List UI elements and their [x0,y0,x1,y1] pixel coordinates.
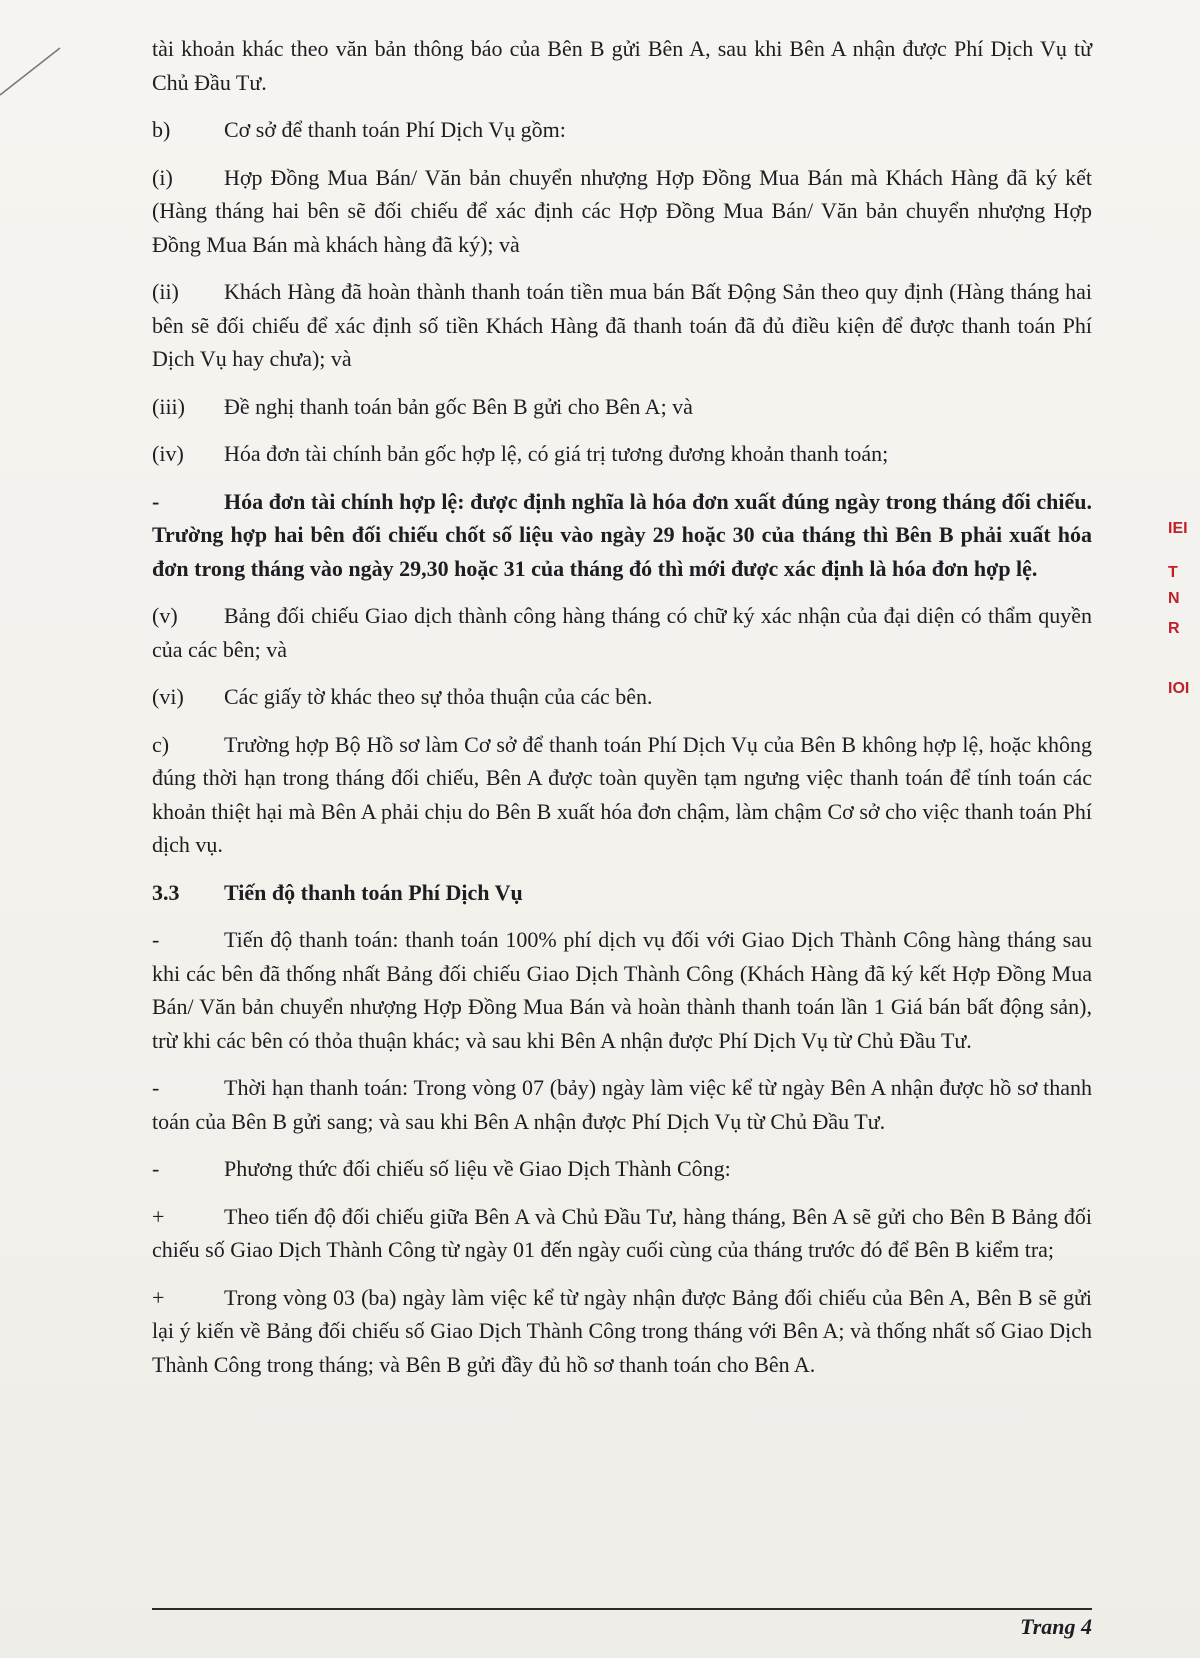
paragraph-label: + [152,1203,165,1229]
paragraph [152,390,1092,424]
stamp-fragment: IOI [1168,680,1190,697]
paragraph-text: Thời hạn thanh toán: Trong vòng 07 (bảy) ngày làm việc kể từ ngày Bên A nhận được hồ sơ thanh toán của Bên B gửi sang; và sau khi Bên A nhận được Phí Dịch Vụ từ Chủ Đầu Tư. [152,1075,1092,1134]
paragraph [152,32,1092,99]
paragraph-text: Đề nghị thanh toán bản gốc Bên B gửi cho Bên A; và [224,393,693,419]
paragraph-label: - [152,1156,160,1181]
paragraph [152,1200,1092,1267]
stamp-fragment: IEI [1168,520,1188,537]
paragraph-text: Khách Hàng đã hoàn thành thanh toán tiền mua bán Bất Động Sản theo quy định (Hàng tháng hai bên sẽ đối chiếu để xác định số tiền Khách Hàng đã thanh toán đã đủ điều kiện để được thanh toán Phí Dịch Vụ hay chưa); và [152,279,1092,371]
paragraph-text: Phương thức đối chiếu số liệu về Giao Dịch Thành Công: [224,1156,731,1181]
paragraph [152,599,1092,666]
paragraph-label: - [152,927,160,952]
paragraph-label: (i) [152,164,173,190]
footer-rule [152,1608,1092,1610]
paragraph [152,113,1092,147]
paragraph-text: Bảng đối chiếu Giao dịch thành công hàng tháng có chữ ký xác nhận của đại diện có thẩm quyền của các bên; và [152,603,1092,662]
paragraph [152,680,1092,714]
paragraph-label: (vi) [152,684,184,709]
paragraph-label: (iii) [152,393,185,419]
paragraph-label: (ii) [152,279,179,304]
section-title: Tiến độ thanh toán Phí Dịch Vụ [224,879,523,905]
section-number: 3.3 [152,879,180,905]
paragraph-text: Hợp Đồng Mua Bán/ Văn bản chuyển nhượng Hợp Đồng Mua Bán mà Khách Hàng đã ký kết (Hàng tháng hai bên sẽ đối chiếu để xác định các Hợp Đồng Mua Bán/ Văn bản chuyển nhượng Hợp Đồng Mua Bán mà khách hàng đã ký); và [152,164,1092,257]
paragraph-text: Theo tiến độ đối chiếu giữa Bên A và Chủ Đầu Tư, hàng tháng, Bên A sẽ gửi cho Bên B Bảng đối chiếu số Giao Dịch Thành Công từ ngày 01 đến ngày cuối cùng của tháng trước đó để Bên B kiểm tra; [152,1203,1092,1262]
paragraph [152,923,1092,1057]
paragraph-label: (v) [152,603,178,628]
paragraph-text: Các giấy tờ khác theo sự thỏa thuận của các bên. [224,684,653,709]
paragraph-label: b) [152,117,171,142]
stamp-fragment: T [1168,564,1178,581]
paragraph-text: Hóa đơn tài chính hợp lệ: được định nghĩa là hóa đơn xuất đúng ngày trong tháng đối chiếu. Trường hợp hai bên đối chiếu chốt số liệu vào ngày 29 hoặc 30 của tháng thì Bên B phải xuất hóa đơn trong tháng vào ngày 29,30 hoặc 31 của tháng đó thì mới được xác định là hóa đơn hợp lệ. [152,488,1092,581]
section-heading [152,876,1092,910]
paragraph [152,1281,1092,1382]
paragraph-label: - [152,488,160,514]
red-stamp-edge-marks [1168,520,1198,760]
document-body [152,32,1092,1395]
paper-fold-mark [0,0,120,120]
paragraph [152,1152,1092,1186]
paragraph-text: Trường hợp Bộ Hồ sơ làm Cơ sở để thanh toán Phí Dịch Vụ của Bên B không hợp lệ, hoặc không đúng thời hạn trong tháng đối chiếu, Bên A được toàn quyền tạm ngưng việc thanh toán để tính toán các khoản thiệt hại mà Bên A phải chịu do Bên B xuất hóa đơn chậm, làm chậm Cơ sở cho việc thanh toán Phí dịch vụ. [152,731,1092,857]
paragraph-label: (iv) [152,441,184,466]
paragraph-text: Hóa đơn tài chính bản gốc hợp lệ, có giá trị tương đương khoản thanh toán; [224,441,889,466]
paragraph-text: tài khoản khác theo văn bản thông báo của Bên B gửi Bên A, sau khi Bên A nhận được Phí Dịch Vụ từ Chủ Đầu Tư. [152,36,1092,95]
paragraph [152,485,1092,586]
stamp-fragment: R [1168,620,1180,637]
paragraph-label: + [152,1284,165,1310]
page-number: Trang 4 [1020,1614,1092,1639]
paragraph [152,161,1092,262]
paragraph-label: - [152,1075,160,1100]
paragraph [152,728,1092,862]
paragraph-text: Cơ sở để thanh toán Phí Dịch Vụ gồm: [224,117,566,142]
paragraph [152,275,1092,376]
stamp-fragment: N [1168,590,1180,607]
paragraph-text: Tiến độ thanh toán: thanh toán 100% phí dịch vụ đối với Giao Dịch Thành Công hàng tháng sau khi các bên đã thống nhất Bảng đối chiếu Giao Dịch Thành Công (Khách Hàng đã ký kết Hợp Đồng Mua Bán/ Văn bản chuyển nhượng Hợp Đồng Mua Bán và hoàn thành thanh toán lần 1 Giá bán bất động sản), trừ khi các bên có thỏa thuận khác; và sau khi Bên A nhận được Phí Dịch Vụ từ Chủ Đầu Tư. [152,927,1092,1053]
paragraph [152,437,1092,471]
paragraph-label: c) [152,731,170,757]
paragraph-text: Trong vòng 03 (ba) ngày làm việc kể từ ngày nhận được Bảng đối chiếu của Bên A, Bên B sẽ gửi lại ý kiến về Bảng đối chiếu số Giao Dịch Thành Công trong tháng với Bên A; và thống nhất số Giao Dịch Thành Công trong tháng; và Bên B gửi đầy đủ hồ sơ thanh toán cho Bên A. [152,1284,1092,1377]
paragraph [152,1071,1092,1138]
